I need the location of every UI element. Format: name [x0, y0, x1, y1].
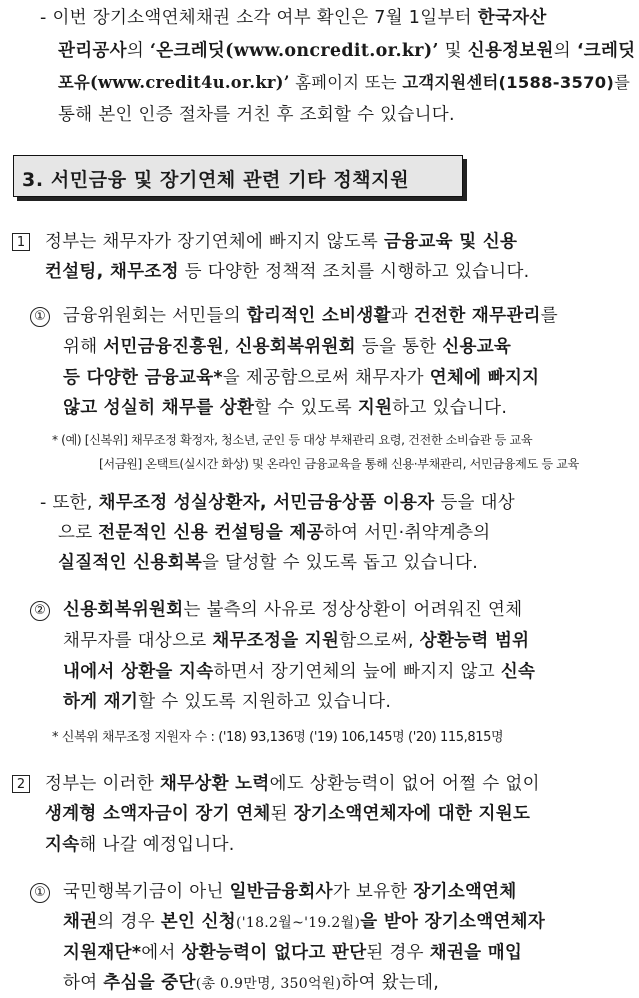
text: - 또한, [40, 493, 99, 513]
intro-line-2 [58, 40, 635, 62]
text: 가 보유한 [332, 882, 414, 902]
text: 하여 [63, 973, 104, 993]
text: 의 [553, 41, 577, 61]
item1-line-1 [45, 231, 517, 253]
text: 해 나갈 예정입니다. [79, 835, 235, 855]
bold-text: 채무상환 노력 [159, 774, 270, 794]
bold-text: ‘크레딧 [576, 41, 636, 61]
bold-text: 신용회복위원회 [63, 600, 184, 620]
bold-text: 고객지원센터(1588-3570) [402, 73, 615, 92]
bold-text: 합리적인 소비생활 [246, 306, 391, 326]
item1-line-2 [45, 261, 530, 283]
text: 과 [390, 306, 414, 326]
bold-text: 하게 재기 [63, 692, 139, 712]
text: 을 제공함으로써 채무자가 [222, 368, 430, 388]
text: 등 다양한 정책적 조치를 시행하고 있습니다. [178, 262, 530, 282]
text: 위해 [63, 337, 104, 357]
text: (총 0.9만명, 350억원) [195, 976, 342, 992]
text: 의 [126, 41, 150, 61]
text: 을 달성할 수 있도록 돕고 있습니다. [202, 553, 479, 573]
bold-text: 채권 [63, 912, 98, 932]
text: 으로 [58, 523, 99, 543]
text: 하여 서민·취약계층의 [323, 523, 491, 543]
text: 정부는 채무자가 장기연체에 빠지지 않도록 [45, 232, 385, 252]
bold-text: 채무조정을 지원 [212, 631, 340, 651]
bold-text: 전문적인 신용 컨설팅을 제공 [98, 523, 324, 543]
text: 에서 [141, 943, 182, 963]
bold-text: 한국자산 [477, 8, 547, 28]
item2-sub1-line-2 [63, 911, 545, 934]
intro-line-3 [58, 72, 630, 94]
bold-text: 신용정보원 [467, 41, 554, 61]
item-number-box: 1 [12, 233, 30, 251]
text: 등을 통한 [355, 337, 443, 357]
bold-text: 채무조정 성실상환자, 서민금융상품 이용자 [98, 493, 435, 513]
bold-text: 건전한 재무관리 [413, 306, 541, 326]
text: 하고 있습니다. [392, 398, 508, 418]
text: , [223, 337, 236, 357]
bold-text: 내에서 상환을 지속 [63, 662, 214, 682]
bold-text: 서민금융진흥원 [103, 337, 224, 357]
sub-number-circle: ① [30, 307, 50, 327]
bold-text: 실질적인 신용회복 [58, 553, 203, 573]
text: 국민행복기금이 아닌 [63, 882, 230, 902]
item-number-box: 2 [12, 775, 30, 793]
text: 할 수 있도록 지원하고 있습니다. [138, 692, 392, 712]
section-heading: 3. 서민금융 및 장기연체 관련 기타 정책지원 [22, 169, 410, 191]
bold-text: 컨설팅, 채무조정 [45, 262, 179, 282]
item1-sub1-line-3 [63, 367, 539, 389]
item1-sub2-note: * 신복위 채무조정 지원자 수 : ('18) 93,136명 ('19) 106,145명 ('20) 115,815명 [52, 730, 504, 745]
bold-text: 상환능력이 없다고 판단 [181, 943, 367, 963]
bold-text: 않고 성실히 채무를 상환 [63, 398, 255, 418]
item1-sub1-note-1: * (예) [신복위] 채무조정 확정자, 청소년, 군인 등 대상 부채관리 요령, 건전한 소비습관 등 교육 [52, 433, 533, 447]
text: 를 [614, 73, 631, 92]
text: 하면서 장기연체의 늪에 빠지지 않고 [213, 662, 501, 682]
text: 홈페이지 또는 [289, 73, 403, 92]
item1-sub2-line-3 [63, 661, 535, 683]
text: ('18.2월~'19.2월) [235, 915, 361, 931]
bold-text: 포유(www.credit4u.or.kr)’ [58, 73, 290, 92]
text: 하여 왔는데, [341, 973, 440, 993]
item1-sub2-line-4 [63, 691, 391, 713]
sub-number-circle: ② [30, 601, 50, 621]
text: 는 불측의 사유로 정상상환이 어려워진 연체 [183, 600, 523, 620]
bold-text: 장기소액연체 [413, 882, 517, 902]
bold-text: 일반금융회사 [229, 882, 333, 902]
item2-line-1 [45, 773, 540, 795]
item1-sub1-line-1 [63, 305, 558, 327]
bold-text: 연체에 빠지지 [429, 368, 540, 388]
intro-line-4: 통해 본인 인증 절차를 거친 후 조회할 수 있습니다. [58, 105, 455, 125]
item2-line-2 [45, 803, 530, 825]
item1-sub2-line-1 [63, 599, 522, 621]
item1-dash-line-1 [40, 492, 515, 514]
item1-sub2-line-2 [63, 630, 529, 652]
item2-sub1-line-1 [63, 881, 517, 903]
text: 의 경우 [97, 912, 161, 932]
text: 금융위원회는 서민들의 [63, 306, 247, 326]
text: 할 수 있도록 [254, 398, 358, 418]
bold-text: 등 다양한 금융교육* [63, 368, 223, 388]
text: 된 [270, 804, 294, 824]
text: - 이번 장기소액연체채권 소각 여부 확인은 7월 1일부터 [40, 8, 478, 28]
text: 를 [540, 306, 558, 326]
bold-text: 금융교육 및 신용 [384, 232, 518, 252]
bold-text: 추심을 중단 [103, 973, 196, 993]
item2-sub1-line-3 [63, 942, 522, 964]
item1-sub1-line-2 [63, 336, 511, 358]
bold-text: 지원재단* [63, 943, 142, 963]
item1-sub1-note-2: [서금원] 온택트(실시간 화상) 및 온라인 금융교육을 통해 신용·부채관리, 서민금융제도 등 교육 [99, 457, 579, 471]
bold-text: 지원 [357, 398, 393, 418]
text: 정부는 이러한 [45, 774, 160, 794]
text: 채무자를 대상으로 [63, 631, 213, 651]
text: 등을 대상 [434, 493, 515, 513]
text: 된 경우 [366, 943, 430, 963]
bold-text: 장기소액연체자에 대한 지원도 [293, 804, 531, 824]
bold-text: 본인 신청 [160, 912, 236, 932]
text: 함으로써, [339, 631, 420, 651]
item2-line-3 [45, 834, 235, 856]
sub-number-circle: ① [30, 883, 50, 903]
bold-text: 관리공사 [58, 41, 127, 61]
bold-text: 채권을 매입 [429, 943, 523, 963]
bold-text: 생계형 소액자금이 장기 연체 [45, 804, 271, 824]
item2-sub1-line-4 [63, 972, 439, 995]
bold-text: 을 받아 장기소액연체자 [360, 912, 546, 932]
item1-dash-line-2 [58, 522, 491, 544]
bold-text: 신용교육 [442, 337, 512, 357]
item1-sub1-line-4 [63, 397, 507, 419]
intro-line-1 [40, 7, 547, 29]
bold-text: 지속 [45, 835, 80, 855]
item1-dash-line-3 [58, 552, 478, 574]
text: 및 [438, 41, 468, 61]
bold-text: ‘온크레딧(www.oncredit.or.kr)’ [149, 41, 439, 61]
text: 에도 상환능력이 없어 어쩔 수 없이 [269, 774, 540, 794]
bold-text: 상환능력 범위 [419, 631, 530, 651]
bold-text: 신용회복위원회 [235, 337, 356, 357]
bold-text: 신속 [500, 662, 536, 682]
